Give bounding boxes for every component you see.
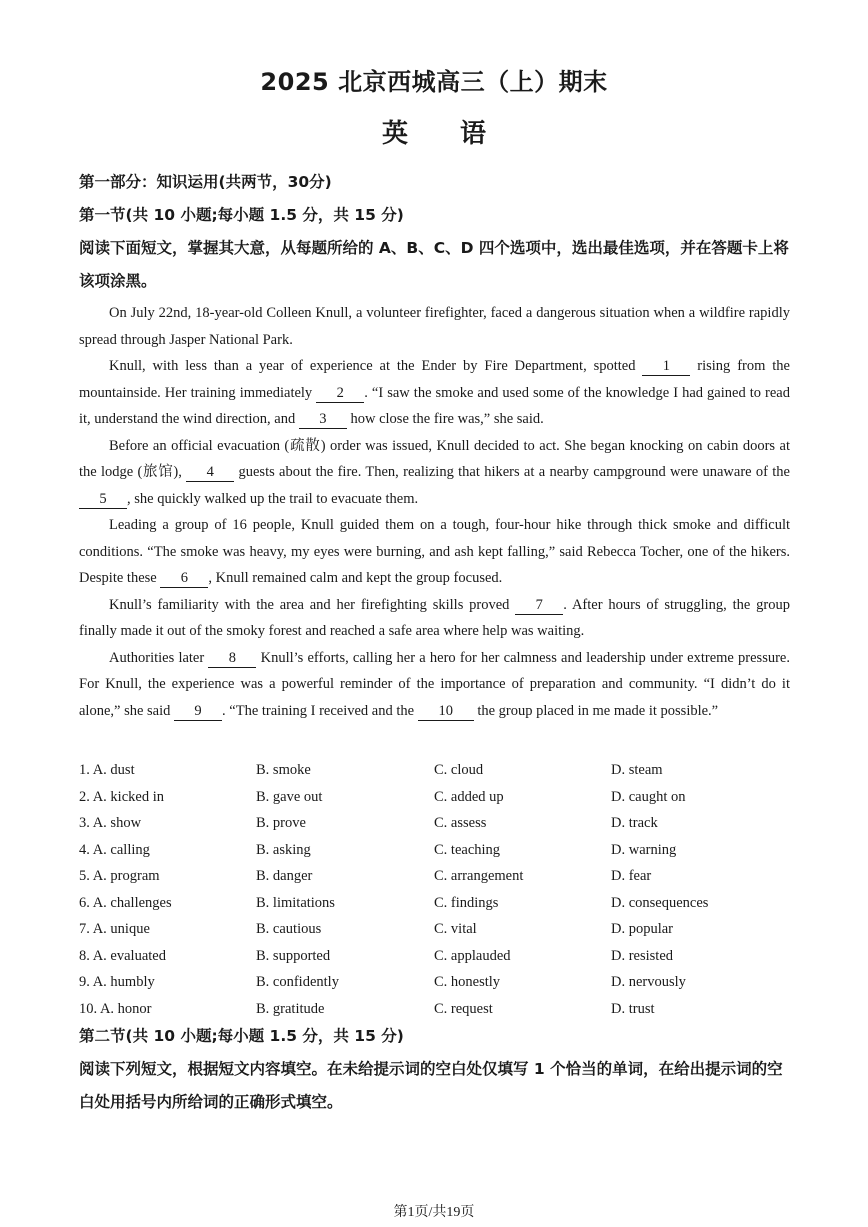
option-choice: D. warning — [611, 841, 677, 858]
passage-text: , Knull remained calm and kept the group focused. — [208, 570, 503, 586]
passage-paragraph — [79, 592, 790, 645]
passage-text: Before an official evacuation (疏散) order was issued, Knull decided to act. She began knocking on cabin doors at the lodge (旅馆), — [79, 437, 790, 480]
passage-paragraph — [79, 645, 790, 725]
option-choice: D. steam — [611, 762, 663, 778]
option-choice: B. smoke — [256, 762, 311, 778]
blank-4: 4 — [186, 463, 234, 482]
passage-text: On July 22nd, 18-year-old Colleen Knull, a volunteer firefighter, faced a dangerous situation when a wildfire rapidly spread through Jasper National Park. — [79, 305, 790, 348]
option-choice: B. asking — [256, 841, 311, 858]
subject-title: 英语 — [381, 119, 538, 149]
blank-8: 8 — [208, 649, 256, 668]
option-choice: 7. A. unique — [79, 921, 150, 937]
option-choice: D. nervously — [611, 974, 686, 990]
option-choice: B. limitations — [256, 894, 335, 911]
section2-instruction: 阅读下列短文，根据短文内容填空。在未给提示词的空白处仅填写 1 个恰当的单词，在给出提示词的空白处用括号内所给词的正确形式填空。 — [79, 1060, 783, 1111]
passage-text: how close the fire was,” she said. — [346, 411, 544, 427]
option-choice: 6. A. challenges — [79, 894, 172, 911]
option-choice: 9. A. humbly — [79, 974, 155, 990]
option-row — [79, 784, 790, 811]
option-choice: D. fear — [611, 868, 652, 884]
option-choice: C. request — [434, 1000, 493, 1017]
blank-10: 10 — [418, 702, 474, 721]
option-choice: C. assess — [434, 815, 487, 831]
passage-text: . “I saw the smoke and used some of the knowledge I had gained to read it, understand the wind direction, and — [79, 384, 790, 427]
option-choice: 3. A. show — [79, 815, 142, 831]
option-choice: 8. A. evaluated — [79, 947, 166, 964]
option-choice: C. applauded — [434, 947, 511, 964]
passage-paragraph — [79, 353, 790, 433]
option-row — [79, 969, 790, 996]
part1-heading: 第一部分：知识运用(共两节，30分) — [79, 173, 332, 191]
option-choice: B. prove — [256, 815, 306, 831]
passage-text: guests about the fire. Then, realizing that hikers at a nearby campground were unaware of the — [234, 464, 790, 480]
option-choice: D. track — [611, 815, 658, 831]
section1-instruction: 阅读下面短文，掌握其大意，从每题所给的 A、B、C、D 四个选项中，选出最佳选项，并在答题卡上将该项涂黑。 — [79, 239, 789, 290]
blank-7: 7 — [515, 596, 563, 615]
option-row — [79, 810, 790, 837]
option-choice: 5. A. program — [79, 868, 160, 884]
option-row — [79, 943, 790, 970]
exam-title: 2025 北京西城高三（上）期末 — [260, 68, 608, 96]
option-choice: B. gave out — [256, 788, 323, 805]
option-choice: D. caught on — [611, 788, 686, 805]
cloze-passage — [79, 300, 790, 724]
passage-text: Authorities later — [109, 649, 209, 666]
option-choice: 2. A. kicked in — [79, 788, 164, 805]
option-choice: 1. A. dust — [79, 762, 135, 778]
option-list — [79, 757, 790, 1022]
option-choice: B. danger — [256, 868, 313, 884]
option-row — [79, 837, 790, 864]
option-choice: C. findings — [434, 894, 499, 911]
page-indicator: 第1页/共19页 — [393, 1205, 475, 1220]
blank-5: 5 — [79, 490, 127, 509]
passage-text: the group placed in me made it possible.” — [473, 702, 719, 719]
option-choice: D. trust — [611, 1000, 655, 1017]
option-choice: C. arrangement — [434, 868, 524, 884]
passage-text: . “The training I received and the — [222, 702, 418, 719]
blank-9: 9 — [174, 702, 222, 721]
blank-2: 2 — [316, 384, 364, 403]
passage-text: Knull, with less than a year of experience at the Ender by Fire Department, spotted — [109, 358, 643, 374]
option-choice: B. confidently — [256, 974, 339, 990]
option-choice: D. resisted — [611, 947, 674, 964]
passage-text: Leading a group of 16 people, Knull guided them on a tough, four-hour hike through thick smoke and difficult conditions. “The smoke was heavy, my eyes were burning, and ash kept falling,” said Rebecca Tocher, one of the hikers. Despite these — [79, 517, 790, 586]
passage-text: , she quickly walked up the trail to evacuate them. — [127, 490, 419, 507]
option-choice: D. popular — [611, 921, 674, 937]
section1-heading: 第一节(共 10 小题;每小题 1.5 分，共 15 分) — [79, 206, 404, 224]
option-choice: D. consequences — [611, 894, 709, 911]
blank-1: 1 — [642, 357, 690, 376]
section2-heading: 第二节(共 10 小题;每小题 1.5 分，共 15 分) — [79, 1027, 404, 1045]
passage-text: Knull’s efforts, calling her a hero for her calmness and leadership under extreme pressure. For Knull, the experience was a powerful reminder of the importance of preparation and community. “I didn’t do it alone,” she said — [79, 649, 790, 719]
option-choice: 4. A. calling — [79, 841, 150, 858]
option-choice: B. cautious — [256, 921, 322, 937]
option-choice: B. supported — [256, 947, 331, 964]
option-choice: C. cloud — [434, 762, 484, 778]
option-choice: B. gratitude — [256, 1000, 325, 1017]
option-row — [79, 757, 790, 784]
option-row — [79, 863, 790, 890]
blank-3: 3 — [299, 410, 347, 429]
passage-paragraph — [79, 300, 790, 353]
option-row — [79, 916, 790, 943]
passage-text: rising from the mountainside. Her training immediately — [79, 358, 790, 401]
option-choice: C. honestly — [434, 974, 501, 990]
option-row — [79, 890, 790, 917]
option-choice: C. added up — [434, 788, 504, 805]
passage-text: Knull’s familiarity with the area and her firefighting skills proved — [109, 596, 516, 613]
passage-paragraph — [79, 512, 790, 592]
blank-6: 6 — [160, 569, 208, 588]
option-choice: C. vital — [434, 921, 477, 937]
passage-paragraph — [79, 433, 790, 513]
passage-text: . After hours of struggling, the group finally made it out of the smoky forest and reached a safe area where help was waiting. — [79, 596, 790, 639]
option-choice: 10. A. honor — [79, 1000, 152, 1017]
option-row — [79, 996, 790, 1023]
option-choice: C. teaching — [434, 841, 501, 858]
